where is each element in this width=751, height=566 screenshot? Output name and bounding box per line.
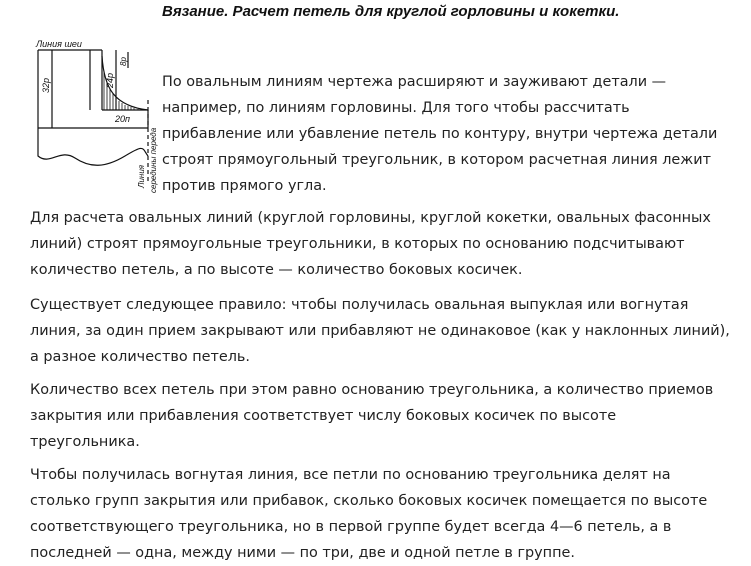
label-8r: 8р [119,57,128,66]
label-neck-line: Линия шеи [36,39,82,49]
paragraph-intro: По овальным линиям чертежа расширяют и зауживают детали — например, по линиям горловины. Для того чтобы рассчитать прибавление или убавление петель по контуру, внутри чертежа детали строят прямоугольный треугольник, в котором расчетная линия лежит против прямого угла. [162,74,718,194]
label-center-line-1: Линия [137,164,146,188]
paragraph-rule: Существует следующее правило: чтобы получилась овальная выпуклая или вогнутая линия, за один прием закрывают или прибавляют не одинаковое (как у наклонных линий), а разное количество петель. [30,297,730,365]
label-24r: 24р [105,72,115,88]
paragraph-concave: Чтобы получилась вогнутая линия, все петли по основанию треугольника делят на столько групп закрытия или прибавок, сколько боковых косичек помещается по высоте соответствующего треугольника, но в первой группе будет всегда 4—6 петель, а в последней — одна, между ними — по три, две и одной петле в группе. [30,467,708,561]
paragraph-oval-lines: Для расчета овальных линий (круглой горловины, круглой кокетки, овальных фасонных линий) строят прямоугольные треугольники, в которых по основанию подсчитывают количество петель, а по высоте — количество боковых косичек. [30,210,711,278]
label-32r: 32р [41,77,51,93]
paragraph-count: Количество всех петель при этом равно основанию треугольника, а количество приемов закрытия или прибавления соответствует числу боковых косичек по высоте треугольника. [30,382,714,450]
label-20p: 20п [115,114,130,124]
diagram-bottom-wave [38,128,148,165]
neckline-diagram [30,38,160,193]
page-title: Вязание. Расчет петель для круглой горловины и кокетки. [162,3,620,20]
label-center-line-2: середины переда [149,127,158,193]
